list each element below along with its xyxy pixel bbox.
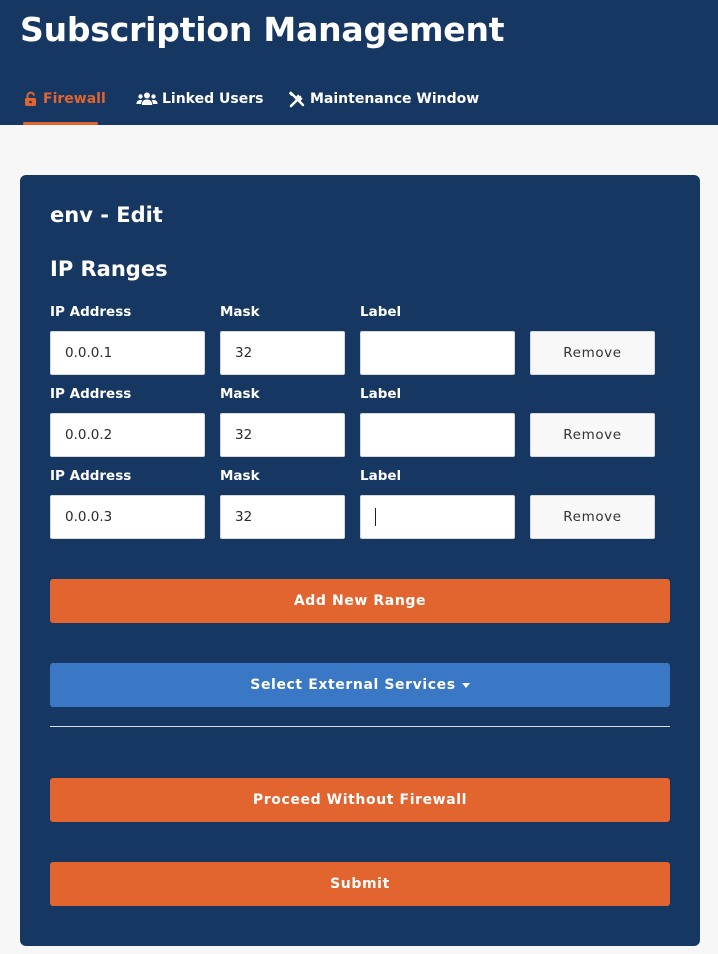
edit-card: [20, 175, 700, 946]
tab-maintenance-window[interactable]: [288, 86, 479, 125]
caret-down-icon: [462, 683, 470, 688]
app-title: Subscription Management: [20, 10, 505, 49]
tab-bar: [0, 86, 718, 125]
ip-address-label: IP Address: [50, 386, 132, 402]
mask-label: Mask: [220, 468, 260, 484]
label-input[interactable]: [360, 331, 515, 375]
remove-range-button[interactable]: Remove: [530, 331, 655, 375]
ip-address-label: IP Address: [50, 468, 132, 484]
unlock-icon: [23, 91, 39, 107]
tab-maintenance-window-label: Maintenance Window: [310, 91, 480, 107]
remove-range-button[interactable]: Remove: [530, 495, 655, 539]
card-title: env - Edit: [50, 203, 163, 227]
tab-linked-users[interactable]: [136, 86, 263, 125]
select-external-services-button[interactable]: [50, 663, 670, 707]
divider: [50, 726, 670, 727]
tab-firewall[interactable]: [23, 86, 106, 125]
users-icon: [136, 91, 158, 107]
label-input[interactable]: [360, 413, 515, 457]
mask-label: Mask: [220, 304, 260, 320]
mask-input[interactable]: [220, 495, 345, 539]
ip-address-input[interactable]: [50, 495, 205, 539]
label-label: Label: [360, 468, 402, 484]
ip-address-input[interactable]: [50, 413, 205, 457]
select-external-services-label: Select External Services: [250, 677, 456, 693]
ip-address-label: IP Address: [50, 304, 132, 320]
ip-ranges-heading: IP Ranges: [50, 257, 168, 281]
proceed-without-firewall-button[interactable]: Proceed Without Firewall: [50, 778, 670, 822]
remove-range-button[interactable]: Remove: [530, 413, 655, 457]
label-label: Label: [360, 304, 402, 320]
mask-input[interactable]: [220, 331, 345, 375]
mask-input[interactable]: [220, 413, 345, 457]
add-new-range-button[interactable]: Add New Range: [50, 579, 670, 623]
tab-linked-users-label: Linked Users: [162, 91, 264, 107]
submit-button[interactable]: Submit: [50, 862, 670, 906]
mask-label: Mask: [220, 386, 260, 402]
label-input[interactable]: [360, 495, 515, 539]
label-label: Label: [360, 386, 402, 402]
tab-firewall-label: Firewall: [43, 91, 106, 107]
tools-icon: [288, 91, 306, 109]
ip-address-input[interactable]: [50, 331, 205, 375]
app-header: [0, 0, 718, 125]
